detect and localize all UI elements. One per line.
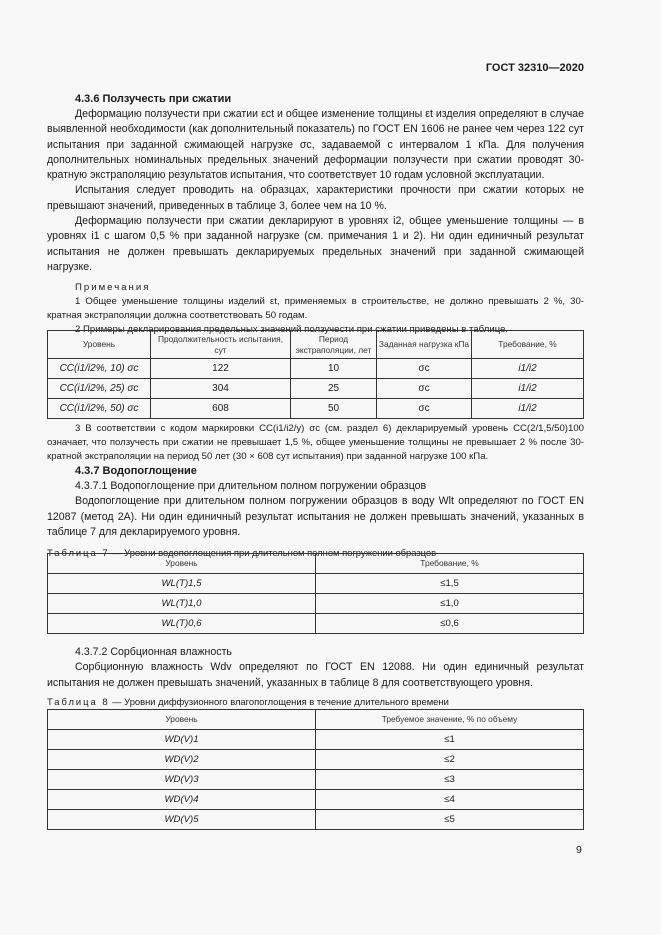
table-cell: WL(T)1,5 [48, 574, 316, 594]
creep-table [47, 330, 584, 419]
paragraph: Деформацию ползучести при сжатии декларируют в уровнях i2, общее уменьшение толщины — в уровнях i1 с шагом 0,5 % при заданной нагрузке (см. примечания 1 и 2). Ни один единичный результат испытания не должен превышать декларируемых предельных значений при заданной сжимающей нагрузке. [47, 215, 584, 273]
table-row [48, 359, 584, 379]
creep-table-block [47, 330, 584, 464]
table-label: Таблица 8 [47, 695, 110, 707]
paragraph: Испытания следует проводить на образцах, характеристики прочности при сжатии которых не превышают значений, приведенных в таблице 3, более чем на 10 %. [47, 184, 584, 212]
table-cell: WD(V)1 [48, 730, 316, 750]
table-row [48, 750, 584, 770]
table-cell: 10 [291, 359, 377, 379]
section-4-3-6 [47, 92, 584, 337]
table-cell: CC(i1/i2%, 10) σc [48, 359, 151, 379]
table-row [48, 810, 584, 830]
table-label: Таблица 7 [47, 547, 110, 559]
note: 1 Общее уменьшение толщины изделий εt, применяемых в строительстве, не должно превышать 2 %, 30-кратная экстраполяции должна соответствовать 50 годам. [47, 296, 584, 322]
table-row [48, 730, 584, 750]
column-header: Уровень [48, 331, 151, 359]
table-cell: WD(V)5 [48, 810, 316, 830]
table-cell: ≤1,0 [316, 594, 584, 614]
column-header: Продолжительность испытания, сут [151, 331, 291, 359]
table-row [48, 790, 584, 810]
column-header: Уровень [48, 554, 316, 574]
column-header: Требование, % [472, 331, 584, 359]
table-8-block [47, 709, 584, 830]
column-header: Требуемое значение, % по объему [316, 710, 584, 730]
table-cell: ≤1 [316, 730, 584, 750]
note: 2 Примеры декларирования предельных значений ползучести при сжатии приведены в таблице. [75, 324, 509, 336]
table-cell: WD(V)2 [48, 750, 316, 770]
column-header: Уровень [48, 710, 316, 730]
table-cell: ≤0,6 [316, 614, 584, 634]
page-number: 9 [576, 844, 582, 856]
table-cell: σc [377, 379, 472, 399]
subsection-title: 4.3.7.2 Сорбционная влажность [75, 646, 232, 658]
table-cell: WL(T)1,0 [48, 594, 316, 614]
table-cell: ≤5 [316, 810, 584, 830]
table-cell: i1/i2 [472, 359, 584, 379]
column-header: Требование, % [316, 554, 584, 574]
paragraph: Водопоглощение при длительном полном погружении образцов в воду Wlt определяют по ГОСТ EN 12087 (метод 2А). Ни один единичный результат испытания не должен превышать значений, указанных в таблице 7 для декларируемого уровня. [47, 495, 584, 538]
table-7-block [47, 553, 584, 634]
section-4-3-7-2 [47, 645, 584, 709]
table-row [48, 594, 584, 614]
section-4-3-7 [47, 464, 584, 560]
table-cell: ≤2 [316, 750, 584, 770]
table-row [48, 770, 584, 790]
table-cell: CC(i1/i2%, 50) σc [48, 399, 151, 419]
table-cell: i1/i2 [472, 399, 584, 419]
table-cell: i1/i2 [472, 379, 584, 399]
table-title: — Уровни диффузионного влагопоглощения в течение длительного времени [109, 695, 449, 707]
table-header-row [48, 710, 584, 730]
subsection-title: 4.3.7.1 Водопоглощение при длительном полном погружении образцов [75, 480, 427, 492]
column-header: Период экстраполяции, лет [291, 331, 377, 359]
table-row [48, 614, 584, 634]
table-caption [47, 694, 584, 709]
table-cell: 25 [291, 379, 377, 399]
table-header-row [48, 554, 584, 574]
document-header: ГОСТ 32310—2020 [485, 62, 584, 74]
notes-title: Примечания [75, 282, 151, 294]
table-header-row [48, 331, 584, 359]
table-cell: 50 [291, 399, 377, 419]
column-header: Заданная нагрузка кПа [377, 331, 472, 359]
table-row [48, 379, 584, 399]
table-7 [47, 553, 584, 634]
table-cell: CC(i1/i2%, 25) σc [48, 379, 151, 399]
table-cell: ≤1,5 [316, 574, 584, 594]
table-cell: 608 [151, 399, 291, 419]
table-row [48, 574, 584, 594]
section-title: 4.3.6 Ползучесть при сжатии [75, 93, 232, 105]
table-title: — Уровни водопоглощения при длительном полном погружении образцов [109, 547, 437, 559]
table-cell: ≤4 [316, 790, 584, 810]
table-8 [47, 709, 584, 830]
table-cell: 304 [151, 379, 291, 399]
section-title: 4.3.7 Водопоглощение [75, 465, 197, 477]
table-row [48, 399, 584, 419]
table-cell: σc [377, 399, 472, 419]
note: 3 В соответствии с кодом маркировки CC(i1/i2/y) σc (см. раздел 6) декларируемый уровень CC(2/1,5/50)100 означает, что ползучесть при сжатии не превышает 1,5 %, общее уменьшение толщины не превышает 2 % после 30-кратной экстраполяции на период 50 лет (30 × 608 сут испытания) при заданной нагрузке 100 кПа. [47, 423, 584, 462]
table-cell: σc [377, 359, 472, 379]
table-cell: WL(T)0,6 [48, 614, 316, 634]
table-cell: WD(V)3 [48, 770, 316, 790]
paragraph: Сорбционную влажность Wdv определяют по ГОСТ EN 12088. Ни один единичный результат испытания не должен превышать значений, указанных в таблице 8 для соответствующего уровня. [47, 661, 584, 689]
table-cell: 122 [151, 359, 291, 379]
paragraph: Деформацию ползучести при сжатии εct и общее изменение толщины εt изделия определяют в случае выявленной необходимости (как дополнительный показатель) по ГОСТ EN 1606 не ранее чем через 122 сут испытания при заданной сжимающей нагрузке σc, задаваемой с интервалом 1 кПа. Для получения дополнительных номинальных предельных значений деформации ползучести при сжатии проводят 30-кратную экстраполяцию результатов испытания, что соответствует 10 годам условной эксплуатации. [47, 108, 584, 182]
table-cell: WD(V)4 [48, 790, 316, 810]
table-cell: ≤3 [316, 770, 584, 790]
